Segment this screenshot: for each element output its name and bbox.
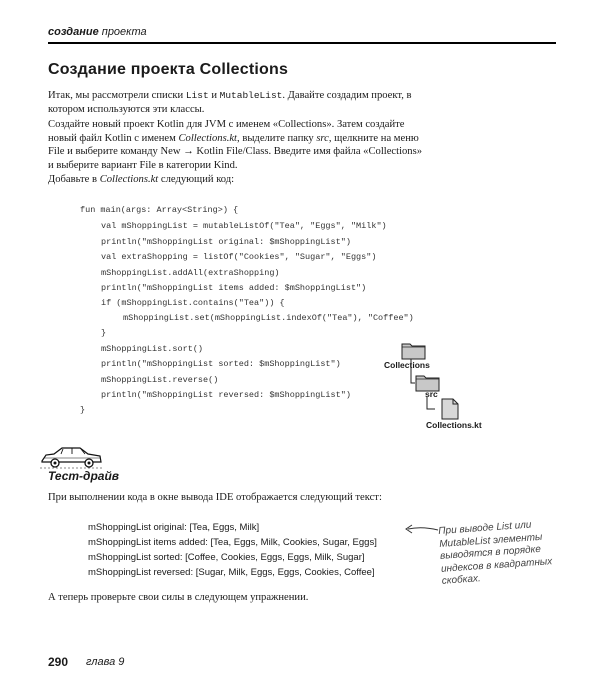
output-line: mShoppingList original: [Tea, Eggs, Milk]: [88, 522, 260, 533]
testdrive-title: Тест-драйв: [48, 469, 120, 483]
running-header-bold: создание: [48, 26, 99, 38]
src-folder-label: src: [425, 389, 438, 399]
output-line: mShoppingList items added: [Tea, Eggs, Milk, Cookies, Sugar, Eggs]: [88, 537, 377, 548]
testdrive-intro: При выполнении кода в окне вывода IDE отображается следующий текст:: [48, 492, 382, 503]
code-line: val mShoppingList = mutableListOf("Tea", "Eggs", "Milk"): [101, 221, 387, 231]
code-line: mShoppingList.sort(): [101, 344, 204, 354]
output-line: mShoppingList reversed: [Sugar, Milk, Eggs, Eggs, Cookies, Coffee]: [88, 567, 375, 578]
code-term-mutablelist: MutableList: [219, 90, 283, 101]
code-line: mShoppingList.reverse(): [101, 375, 219, 385]
arrow-icon: [400, 520, 440, 540]
code-line: }: [101, 328, 107, 338]
code-line: mShoppingList.addAll(extraShopping): [101, 268, 280, 278]
handwritten-note: При выводе List или MutableList элементы выводятся в порядке индексов в квадратных скобках.: [438, 519, 553, 587]
file-name: Collections.kt: [99, 174, 159, 185]
header-rule: [48, 42, 556, 44]
intro-paragraph-3: Добавьте в Collections.kt следующий код:: [48, 174, 235, 185]
root-folder-label: Collections: [384, 360, 430, 370]
running-header-rest: проекта: [101, 26, 147, 38]
code-line: println("mShoppingList original: $mShoppingList"): [101, 237, 351, 247]
intro-paragraph-2: Создайте новый проект Kotlin для JVM с именем «Collections». Затем создайте новый файл Kotlin с именем Collections.kt, выделите папку src, щелкните на меню File и выберите команду New → Kotlin File/Class. Введите имя файла «Collections» и выберите вариант File в категории Kind.: [48, 119, 423, 171]
code-line: mShoppingList.set(mShoppingList.indexOf("Tea"), "Coffee"): [123, 313, 414, 323]
code-line: }: [80, 405, 86, 415]
section-title: Создание проекта Collections: [48, 61, 289, 78]
code-line: val extraShopping = listOf("Cookies", "Sugar", "Eggs"): [101, 252, 377, 262]
code-line: if (mShoppingList.contains("Tea")) {: [101, 298, 285, 308]
file-icon: [441, 398, 459, 420]
code-line: println("mShoppingList reversed: $mShoppingList"): [101, 390, 351, 400]
code-line: println("mShoppingList sorted: $mShoppingList"): [101, 359, 341, 369]
car-icon: [40, 444, 104, 470]
code-line: fun main(args: Array<String>) {: [80, 205, 239, 215]
page-number: 290: [48, 655, 69, 669]
testdrive-outro: А теперь проверьте свои силы в следующем упражнении.: [48, 592, 309, 603]
code-line: println("mShoppingList items added: $mShoppingList"): [101, 283, 367, 293]
running-header: [48, 26, 147, 38]
output-line: mShoppingList sorted: [Coffee, Cookies, Eggs, Eggs, Milk, Sugar]: [88, 552, 365, 563]
folder-name: src: [316, 132, 329, 144]
intro-paragraph-1: Итак, мы рассмотрели списки List и MutableList. Давайте создадим проект, в котором используются эти классы.: [48, 90, 412, 115]
file-label: Collections.kt: [426, 420, 482, 430]
file-name: Collections.kt: [178, 132, 238, 144]
folder-icon: [401, 341, 427, 360]
code-term-list: List: [185, 90, 209, 101]
chapter-label: глава 9: [86, 656, 125, 668]
